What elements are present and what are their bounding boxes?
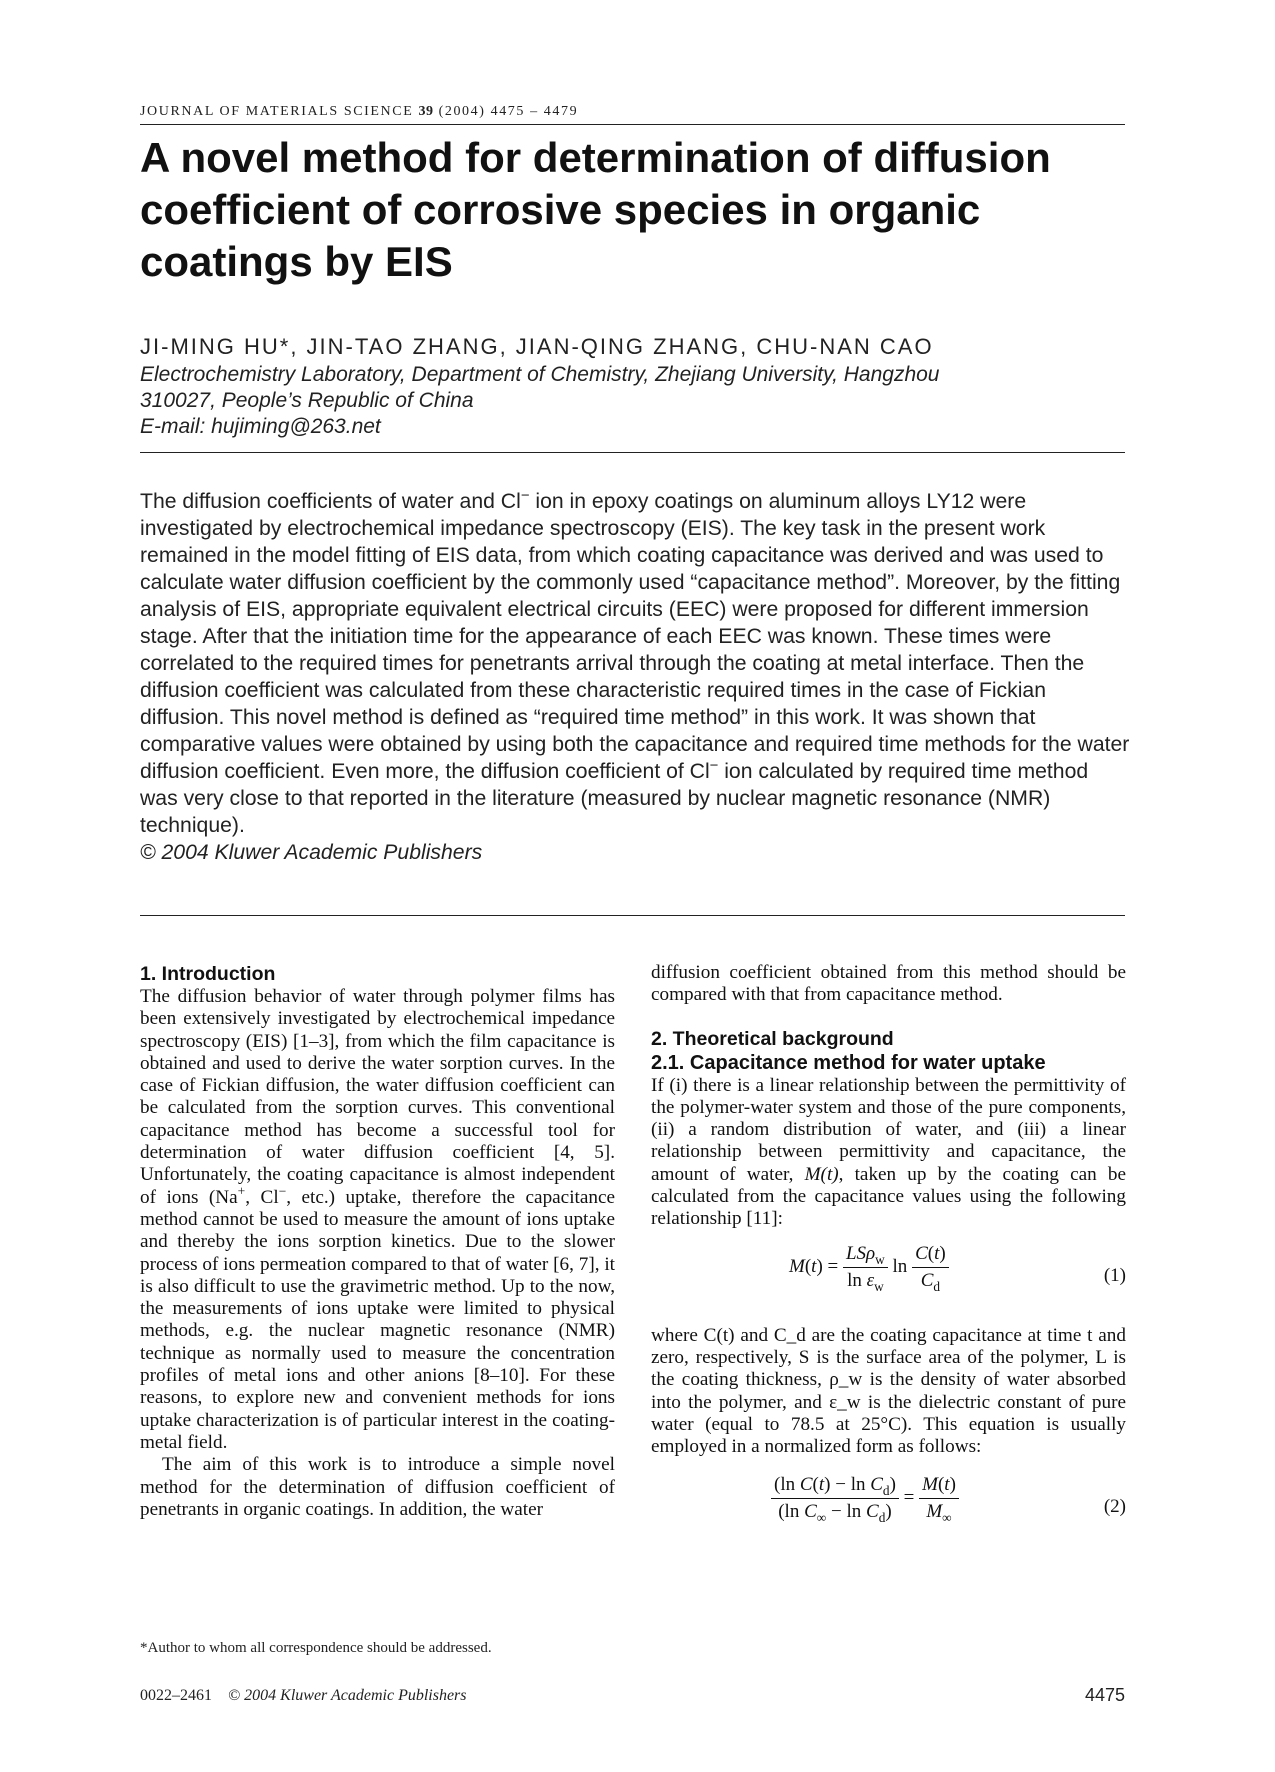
journal-year-pages: (2004) 4475 – 4479 (438, 104, 579, 119)
section-gap (651, 1007, 1126, 1027)
footnote: *Author to whom all correspondence should be addressed. (140, 1640, 492, 1656)
intro-p1-sup-a: + (237, 1183, 246, 1199)
affiliation-line-1: Electrochemistry Laboratory, Department of Chemistry, Zhejiang University, Hangzhou (140, 363, 940, 386)
theory-p1-text-a: If (i) there is a linear relationship between the permittivity of the polymer-water system and those of the pure components, (ii) a random distribution of water, and (iii) a linear relationship between permittivity and capacitance, the amount of water, (651, 1074, 1126, 1185)
theory-p1-text-b: , taken up by the coating can be calculated from the capacitance values using the following relationship [11]: (651, 1163, 1126, 1230)
abstract-top-rule (140, 452, 1125, 453)
equation-1-fraction-2: $\frac{C(t)}{C_d}$ (912, 1241, 949, 1294)
footer-issn: 0022–2461 (140, 1687, 212, 1704)
equation-2-fraction-2: $\frac{M(t)}{M_\infty}$ (919, 1472, 959, 1525)
affiliation-line-2: 310027, People’s Republic of China (140, 389, 474, 412)
abstract-text-3: ion calculated by required time method was very close to that reported in the literature (measured by nuclear magnetic resonance (NMR) technique). (140, 760, 1089, 837)
abstract-sup-1: − (520, 487, 530, 504)
equation-1-number: (1) (1103, 1264, 1126, 1286)
intro-p1-sup-b: − (278, 1183, 287, 1199)
equation-2-body: $\frac{(\ln C(t) - \ln C_d)}{(\ln C_\infty - \ln C_d)}$ = $\frac{M(t)}{M_\infty}$ (771, 1472, 959, 1525)
page-number: 4475 (1084, 1685, 1125, 1705)
abstract-bottom-rule (140, 915, 1125, 916)
author-email: E-mail: hujiming@263.net (140, 415, 381, 438)
left-column (140, 962, 615, 1521)
section-heading-theory: 2. Theoretical background (651, 1027, 894, 1050)
abstract (140, 488, 1130, 866)
journal-volume: 39 (418, 104, 434, 119)
intro-p1-text-a: The diffusion behavior of water through polymer films has been extensively investigated by electrochemical impedance spectroscopy (EIS) [1–3], from which the film capacitance is obtained and used to derive the water sorption curves. In the case of Fickian diffusion, the water diffusion coefficient can be calculated from the sorption curves. This conventional capacitance method has become a successful tool for determination of water diffusion coefficient [4, 5]. Unfortunately, the coating capacitance is almost independent of ions (Na (140, 986, 615, 1208)
abstract-copyright: © 2004 Kluwer Academic Publishers (140, 841, 483, 864)
intro-p1-text-b: , Cl (245, 1186, 279, 1208)
theory-paragraph-2: where C(t) and C_d are the coating capacitance at time t and zero, respectively, S is the surface area of the polymer, L is the coating thickness, ρ_w is the density of water absorbed into the polymer, and ε_w is the dielectric constant of pure water (equal to 78.5 at 25°C). This equation is usually employed in a normalized form as follows: (651, 1324, 1126, 1458)
author-list: JI-MING HU*, JIN-TAO ZHANG, JIAN-QING ZHANG, CHU-NAN CAO (140, 334, 934, 359)
paper-title: A novel method for determination of diffusion coefficient of corrosive species in organic coatings by EIS (140, 134, 1051, 285)
equation-1-body: M(t) = $\frac{LS\rho_w}{\ln \varepsilon_w}$ ln $\frac{C(t)}{C_d}$ (789, 1241, 949, 1294)
equation-2 (651, 1472, 1126, 1546)
section-heading-introduction: 1. Introduction (140, 963, 276, 985)
theory-p1-variable: M(t) (804, 1163, 839, 1185)
intro-paragraph-2: The aim of this work is to introduce a simple novel method for the determination of diffusion coefficient of penetrants in organic coatings. In addition, the water (140, 1454, 615, 1520)
intro-p1-text-c: , etc.) uptake, therefore the capacitance method cannot be used to measure the amount of ions uptake and thereby the ions sorption kinetics. Due to the slower process of ions permeation compared to that of water [6, 7], it is also difficult to use the gravimetric method. Up to the now, the measurements of ions uptake were limited to physical methods, e.g. the nuclear magnetic resonance (NMR) technique as normally used to measure the concentration profiles of metal ions and other anions [8–10]. For these reasons, to explore new and convenient methods for ions uptake characterization is of particular interest in the coating-metal field. (140, 1186, 615, 1453)
intro-continuation: diffusion coefficient obtained from this method should be compared with that from capacitance method. (651, 962, 1126, 1006)
abstract-sup-2: − (709, 757, 719, 774)
equation-1-fraction-1: $\frac{LS\rho_w}{\ln \varepsilon_w}$ (843, 1241, 888, 1294)
footer-issn-copyright (140, 1687, 467, 1705)
equation-2-number: (2) (1103, 1496, 1126, 1518)
footer-copyright: © 2004 Kluwer Academic Publishers (228, 1687, 467, 1704)
intro-paragraph-1 (140, 986, 615, 1454)
equation-2-fraction-1: $\frac{(\ln C(t) - \ln C_d)}{(\ln C_\infty - \ln C_d)}$ (771, 1472, 899, 1525)
abstract-text-1: The diffusion coefficients of water and Cl (140, 490, 521, 513)
affiliation (140, 362, 1130, 440)
abstract-text-2: ion in epoxy coatings on aluminum alloys LY12 were investigated by electrochemical impedance spectroscopy (EIS). The key task in the present work remained in the model fitting of EIS data, from which coating capacitance was derived and was used to calculate water diffusion coefficient by the commonly used “capacitance method”. Moreover, by the fitting analysis of EIS, appropriate equivalent electrical circuits (EEC) were proposed for different immersion stage. After that the initiation time for the appearance of each EEC was known. These times were correlated to the required times for penetrants arrival through the coating at metal interface. Then the diffusion coefficient was calculated from these characteristic required times in the case of Fickian diffusion. This novel method is defined as “required time method” in this work. It was shown that comparative values were obtained by using both the capacitance and required time methods for the water diffusion coefficient. Even more, the diffusion coefficient of Cl (140, 490, 1130, 783)
journal-name: JOURNAL OF MATERIALS SCIENCE (140, 104, 414, 119)
theory-paragraph-1 (651, 1075, 1126, 1231)
subsection-heading-capacitance: 2.1. Capacitance method for water uptake (651, 1051, 1046, 1074)
right-column (651, 962, 1126, 1556)
journal-header (140, 104, 1125, 125)
equation-1 (651, 1241, 1126, 1315)
